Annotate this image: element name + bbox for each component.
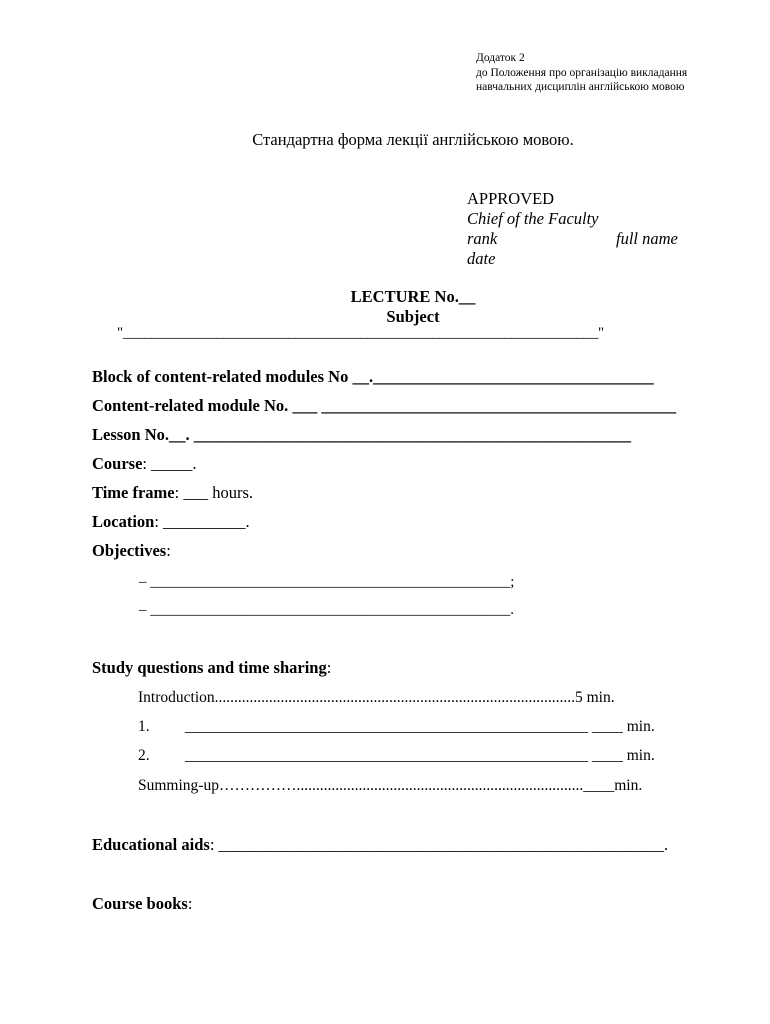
block-modules-field [92, 367, 654, 387]
lesson-blank: _____________________________________________________ [193, 425, 632, 444]
introduction-row: Introduction.............................................................................................5 min. [138, 689, 615, 706]
study-questions-label: Study questions and time sharing [92, 658, 327, 677]
content-module-label: Content-related module No. [92, 396, 289, 415]
question-1-number: 1. [138, 718, 150, 735]
lesson-label: Lesson No.__. [92, 425, 190, 444]
educational-aids-blank: : ______________________________________________________. [209, 835, 669, 854]
lecture-subject: Subject [386, 307, 440, 326]
summing-up-row: Summing-up……………..........................................................................____min. [138, 777, 643, 794]
time-frame-field [92, 483, 253, 503]
block-modules-blank: __________________________________ [373, 367, 654, 386]
lecture-heading [0, 287, 770, 327]
course-blank: : _____. [142, 454, 197, 473]
approved-label: APPROVED [467, 189, 555, 208]
location-field [92, 512, 250, 532]
objectives-field [92, 541, 171, 561]
time-frame-blank: : ___ hours. [174, 483, 253, 502]
objective-item-2: – ________________________________________________. [139, 602, 514, 618]
educational-aids-field [92, 835, 668, 855]
question-1-blank: ____________________________________________________ ____ min. [185, 718, 655, 735]
date-label: date [467, 249, 496, 268]
course-books-colon: : [187, 894, 193, 913]
full-name-label: full name [616, 229, 678, 248]
addendum-header [476, 51, 687, 95]
question-2-number: 2. [138, 747, 150, 764]
objectives-label: Objectives [92, 541, 167, 560]
course-books-field [92, 894, 192, 914]
course-label: Course [92, 454, 143, 473]
time-frame-label: Time frame [92, 483, 175, 502]
objective-item-1: – ________________________________________________; [139, 574, 515, 590]
course-field [92, 454, 197, 474]
lecture-number: LECTURE No.__ [350, 287, 476, 306]
rank-label: rank [467, 229, 498, 248]
study-questions-colon: : [326, 658, 332, 677]
addendum-line-3: навчальних дисциплін англійською мовою [476, 81, 685, 93]
question-2-blank: ____________________________________________________ ____ min. [185, 747, 655, 764]
approval-block [467, 189, 678, 269]
objectives-colon: : [166, 541, 171, 560]
document-title: Стандартна форма лекції англійською мовою. [252, 130, 574, 149]
lesson-field [92, 425, 631, 445]
block-modules-label: Block of content-related modules No __. [92, 367, 374, 386]
content-module-blank: ___ ___________________________________________ [292, 396, 677, 415]
location-label: Location [92, 512, 155, 531]
addendum-line-1: Додаток 2 [476, 52, 525, 64]
chief-of-faculty: Chief of the Faculty [467, 209, 599, 228]
study-questions-heading [92, 658, 331, 678]
rank-name-row [467, 229, 678, 249]
subject-blank-line: "__________________________________________________________________" [117, 325, 604, 341]
educational-aids-label: Educational aids [92, 835, 210, 854]
course-books-label: Course books [92, 894, 188, 913]
location-blank: : __________. [154, 512, 250, 531]
content-module-field [92, 396, 676, 416]
addendum-line-2: до Положення про організацію викладання [476, 66, 688, 79]
